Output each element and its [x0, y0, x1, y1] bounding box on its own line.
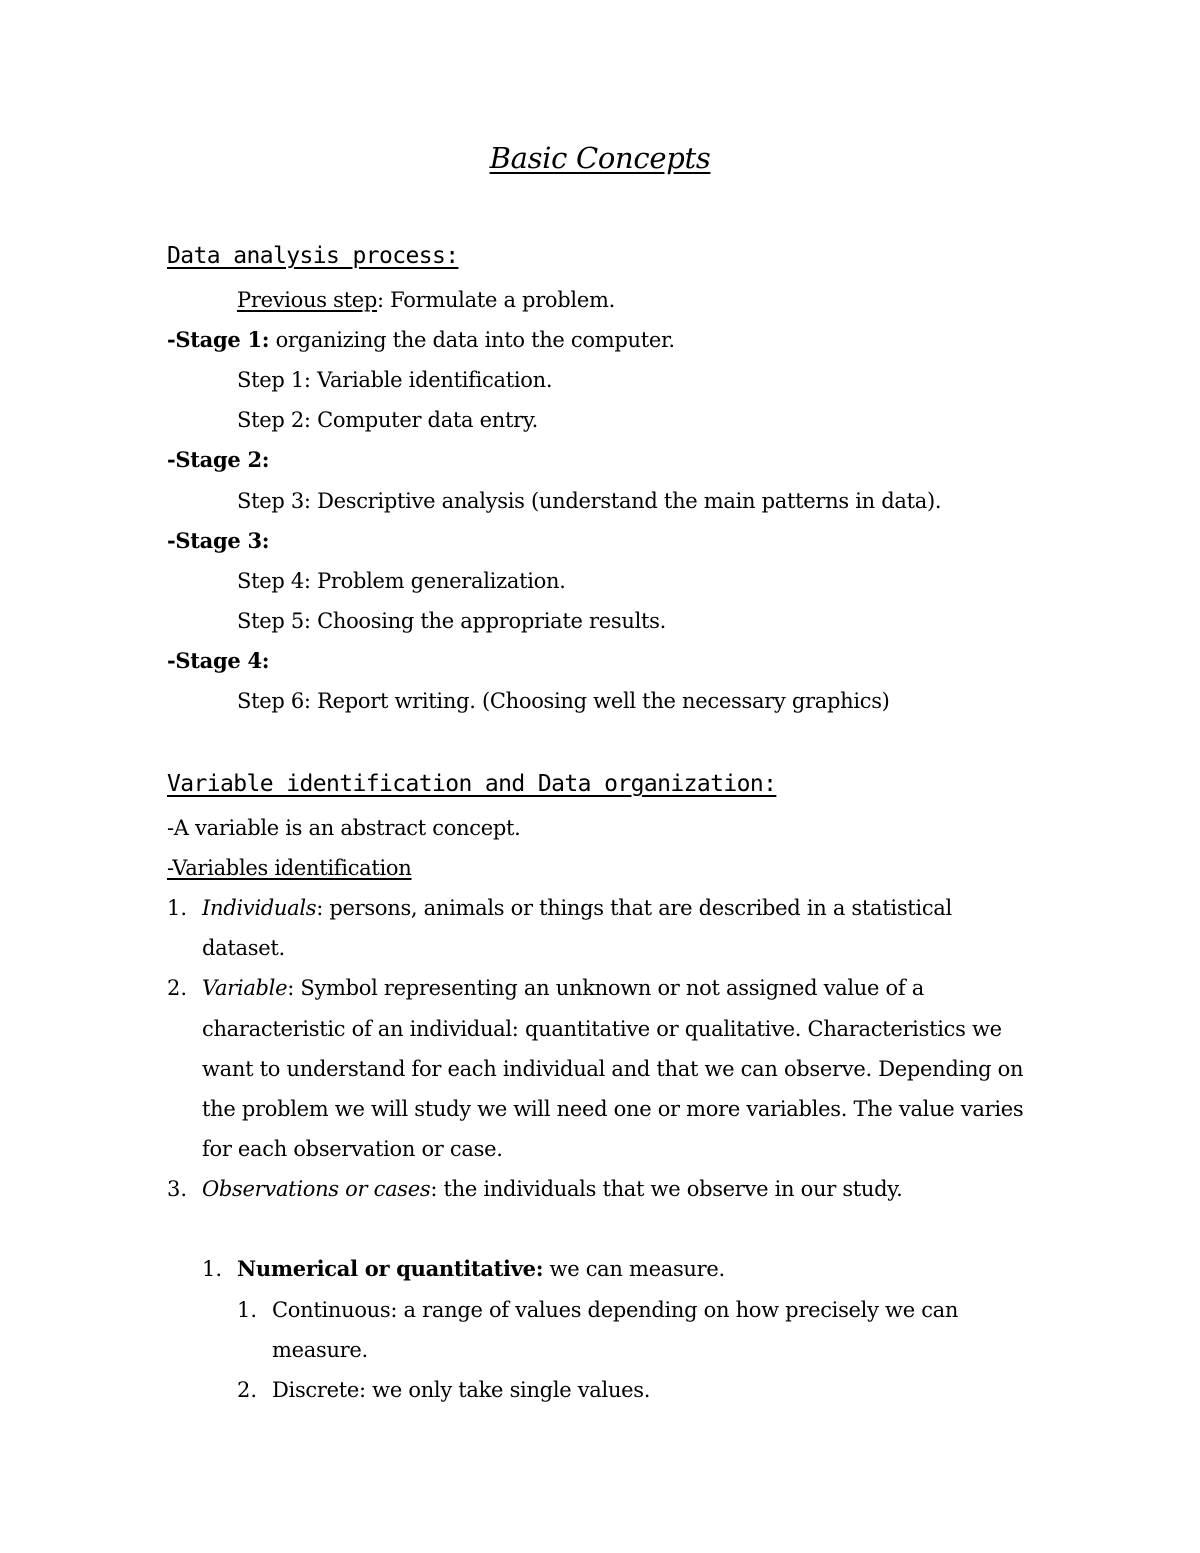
list-item-individuals — [202, 894, 952, 922]
numerical-quantitative-line — [237, 1255, 725, 1283]
stage4-label: -Stage 4: — [167, 648, 270, 673]
previous-step-label: Previous step — [237, 288, 377, 312]
numerical-text: we can measure. — [543, 1257, 725, 1281]
term-variable: Variable — [202, 976, 288, 1000]
abstract-concept-line: -A variable is an abstract concept. — [167, 816, 521, 840]
list-item-continuous: Continuous: a range of values depending on how precisely we can — [272, 1298, 959, 1322]
step5-line: Step 5: Choosing the appropriate results. — [237, 609, 666, 633]
list-item-continuation: want to understand for each individual and that we can observe. Depending on — [202, 1057, 1024, 1081]
section-heading-data-analysis: Data analysis process: — [167, 243, 459, 269]
stage1-text: organizing the data into the computer. — [269, 328, 675, 352]
list-number: 1. — [202, 1257, 223, 1281]
step4-line: Step 4: Problem generalization. — [237, 569, 566, 593]
list-item-variable — [202, 974, 924, 1002]
list-item-continuation: the problem we will study we will need one or more variables. The value varies — [202, 1097, 1024, 1121]
list-item-continuation: measure. — [272, 1338, 368, 1362]
term-individuals: Individuals — [202, 896, 317, 920]
stage2-label: -Stage 2: — [167, 447, 270, 472]
list-item-text: : the individuals that we observe in our study. — [430, 1177, 903, 1201]
numerical-label: Numerical or quantitative: — [237, 1256, 544, 1281]
list-item-continuation: dataset. — [202, 936, 285, 960]
list-number: 3. — [167, 1177, 188, 1201]
list-item-text: : persons, animals or things that are described in a statistical — [316, 896, 952, 920]
list-number: 1. — [237, 1298, 258, 1322]
list-item-continuation: for each observation or case. — [202, 1137, 503, 1161]
step6-line: Step 6: Report writing. (Choosing well the necessary graphics) — [237, 689, 890, 713]
variables-identification-line: -Variables identification — [167, 856, 412, 880]
term-observations: Observations or cases — [202, 1177, 431, 1201]
list-item-continuation: characteristic of an individual: quantitative or qualitative. Characteristics we — [202, 1017, 1002, 1041]
step2-line: Step 2: Computer data entry. — [237, 408, 539, 432]
list-number: 2. — [237, 1378, 258, 1402]
step3-line: Step 3: Descriptive analysis (understand the main patterns in data). — [237, 489, 942, 513]
list-item-text: : Symbol representing an unknown or not assigned value of a — [287, 976, 924, 1000]
list-item-observations — [202, 1175, 902, 1203]
section-heading-variable-identification: Variable identification and Data organization: — [167, 771, 777, 797]
stage1-line — [167, 326, 675, 354]
list-number: 2. — [167, 976, 188, 1000]
step1-line: Step 1: Variable identification. — [237, 368, 553, 392]
list-number: 1. — [167, 896, 188, 920]
list-item-discrete: Discrete: we only take single values. — [272, 1378, 651, 1402]
stage1-label: -Stage 1: — [167, 327, 270, 352]
previous-step-text: : Formulate a problem. — [376, 288, 615, 312]
page-title: Basic Concepts — [489, 141, 711, 175]
previous-step-line — [237, 286, 615, 314]
stage3-label: -Stage 3: — [167, 528, 270, 553]
